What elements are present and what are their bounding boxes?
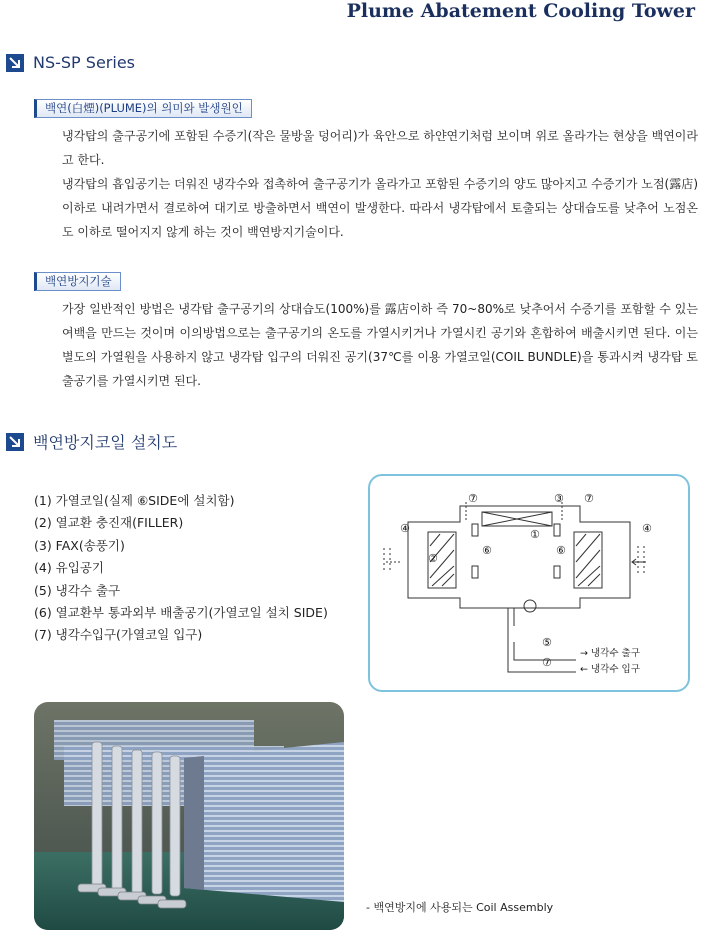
paragraph-line: 냉각탑의 출구공기에 포함된 수증기(작은 물방울 덩어리)가 육안으로 하얀연기처럼 보이며 위로 올라가는 현상을 백연이라고 한다. (62, 129, 698, 167)
component-list (34, 490, 328, 647)
section-heading-installation (6, 430, 177, 453)
section-heading-label: 백연방지코일 설치도 (33, 433, 178, 452)
list-item: (1) 가열코일(실제 ⑥SIDE에 설치함) (34, 493, 235, 508)
section-heading-label: NS-SP Series (33, 53, 135, 72)
list-item: (5) 냉각수 출구 (34, 582, 121, 598)
paragraph-line: 냉각탑의 흡입공기는 더워진 냉각수와 접촉하여 출구공기가 올라가고 포함된 수증기의 양도 많아지고 수증기가 노점(露店) 이하로 내려가면서 결로하여 대기로 방출하면서 백연이 발생한다. 따라서 냉각탑에서 토출되는 상대습도를 낮추어 노점온도 이하로 떨어지지 않게 하는 것이 백연방지기술이다. (62, 177, 698, 239)
pipe-outlet (514, 608, 576, 660)
label-6-right: ⑥ (556, 544, 566, 557)
installation-diagram (368, 474, 690, 692)
photo-caption: - 백연방지에 사용되는 Coil Assembly (366, 901, 554, 914)
label-cooling-water-outlet: → 냉각수 출구 (580, 648, 640, 659)
list-item: (7) 냉각수입구(가열코일 입구) (34, 627, 203, 643)
coil-assembly-photo (34, 702, 344, 930)
label-1: ① (530, 528, 540, 541)
fan-cross (482, 512, 552, 526)
list-item: (6) 열교환부 통과외부 배출공기(가열코일 설치 SIDE) (34, 605, 328, 621)
label-7-left: ⑦ (468, 492, 478, 505)
label-cooling-water-inlet: ← 냉각수 입구 (580, 664, 640, 675)
list-item: (2) 열교환 충진재(FILLER) (34, 515, 184, 531)
label-3: ③ (554, 492, 564, 505)
section-heading-ns-sp (6, 53, 135, 72)
label-4-right: ④ (642, 522, 652, 535)
subheading-plume-abatement: 백연방지기술 (34, 272, 121, 291)
label-7-right: ⑦ (584, 492, 594, 505)
label-5: ⑤ (542, 636, 552, 649)
paragraph-plume-abatement (62, 297, 698, 393)
arrow-down-right-icon (6, 433, 24, 451)
page-title: Plume Abatement Cooling Tower (346, 0, 695, 22)
list-item: (3) FAX(송풍기) (34, 537, 125, 553)
label-4-left: ④ (400, 522, 410, 535)
tower-outline (408, 506, 630, 608)
label-2: ② (428, 552, 438, 565)
subheading-plume-meaning: 백연(白煙)(PLUME)의 의미와 발생원인 (34, 99, 252, 118)
paragraph-plume-meaning (62, 124, 698, 244)
label-7-bottom: ⑦ (542, 656, 552, 669)
label-6-left: ⑥ (482, 544, 492, 557)
paragraph-line: 가장 일반적인 방법은 냉각탑 출구공기의 상대습도(100%)를 露店이하 즉 70~80%로 낮추어서 수증기를 포함할 수 있는 여백을 만드는 것이며 이의방법으로는 출구공기의 온도를 가열시키거나 가열시킨 공기와 혼합하여 배출시키면 된다. 이는 별도의 가열원을 사용하지 않고 냉각탑 입구의 더워진 공기(37℃를 이용 가열코일(COIL BUNDLE)을 통과시켜 냉각탑 토출공기를 가열시키면 된다. (62, 302, 698, 388)
list-item: (4) 유입공기 (34, 560, 104, 576)
arrow-down-right-icon (6, 54, 24, 72)
